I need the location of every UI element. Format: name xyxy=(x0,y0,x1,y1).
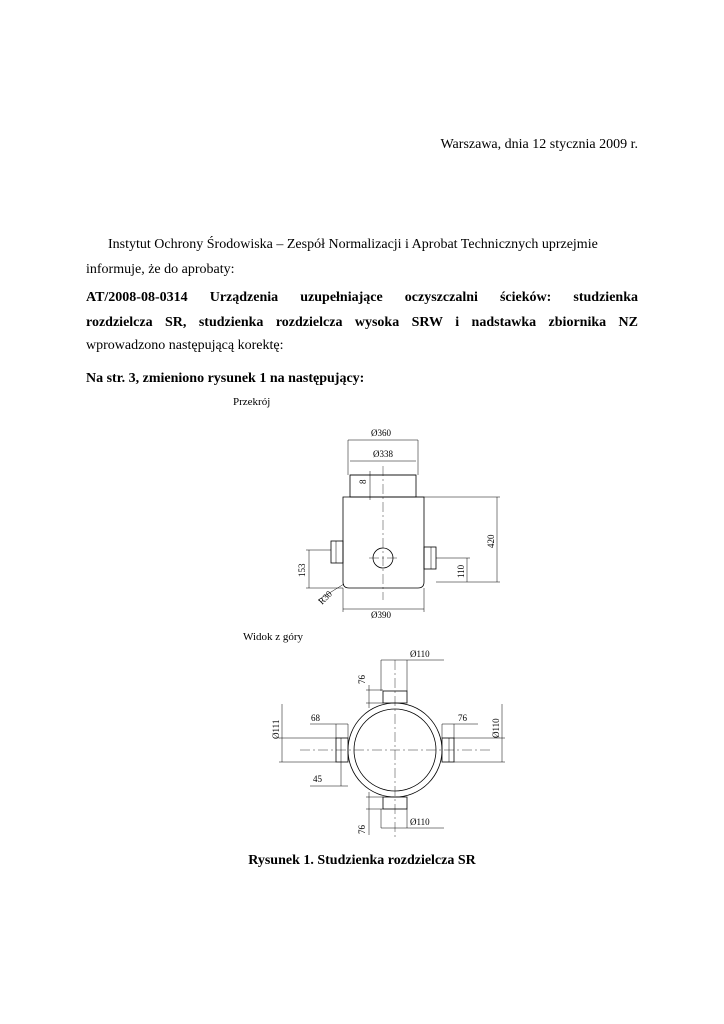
approval-line-2: rozdzielcza SR, studzienka rozdzielcza wysoka SRW i nadstawka zbiornika NZ xyxy=(86,315,638,330)
dim-d338: Ø338 xyxy=(373,449,393,459)
dim-right-76: 76 xyxy=(458,713,467,723)
dim-left-d111: Ø111 xyxy=(271,719,281,739)
section-view-label: Przekrój xyxy=(233,396,271,408)
dim-bottom-76: 76 xyxy=(357,825,367,834)
dim-d390: Ø390 xyxy=(371,610,391,620)
dim-r30: R30 xyxy=(316,588,335,607)
dim-420: 420 xyxy=(486,534,496,548)
dim-left-45: 45 xyxy=(313,774,322,784)
change-heading: Na str. 3, zmieniono rysunek 1 na następujący: xyxy=(86,371,365,386)
dim-top-d110: Ø110 xyxy=(410,649,430,659)
intro-line-2: informuje, że do aprobaty: xyxy=(86,262,235,277)
date-line: Warszawa, dnia 12 stycznia 2009 r. xyxy=(440,137,638,152)
correction-line: wprowadzono następującą korektę: xyxy=(86,338,284,353)
dim-top-76: 76 xyxy=(357,675,367,684)
intro-line-1: Instytut Ochrony Środowiska – Zespół Normalizacji i Aprobat Technicznych uprzejmie xyxy=(108,237,598,252)
dim-110: 110 xyxy=(456,564,466,578)
dim-d360: Ø360 xyxy=(371,428,391,438)
dim-bottom-d110: Ø110 xyxy=(410,817,430,827)
dim-8: 8 xyxy=(358,479,368,484)
approval-line-1: AT/2008-08-0314 Urządzenia uzupełniające oczyszczalni ścieków: studzienka xyxy=(86,290,638,305)
figure-caption: Rysunek 1. Studzienka rozdzielcza SR xyxy=(248,853,476,868)
dim-right-d110: Ø110 xyxy=(491,718,501,738)
dim-153: 153 xyxy=(297,563,307,577)
dim-left-68: 68 xyxy=(311,713,320,723)
top-view-label: Widok z góry xyxy=(243,631,304,643)
